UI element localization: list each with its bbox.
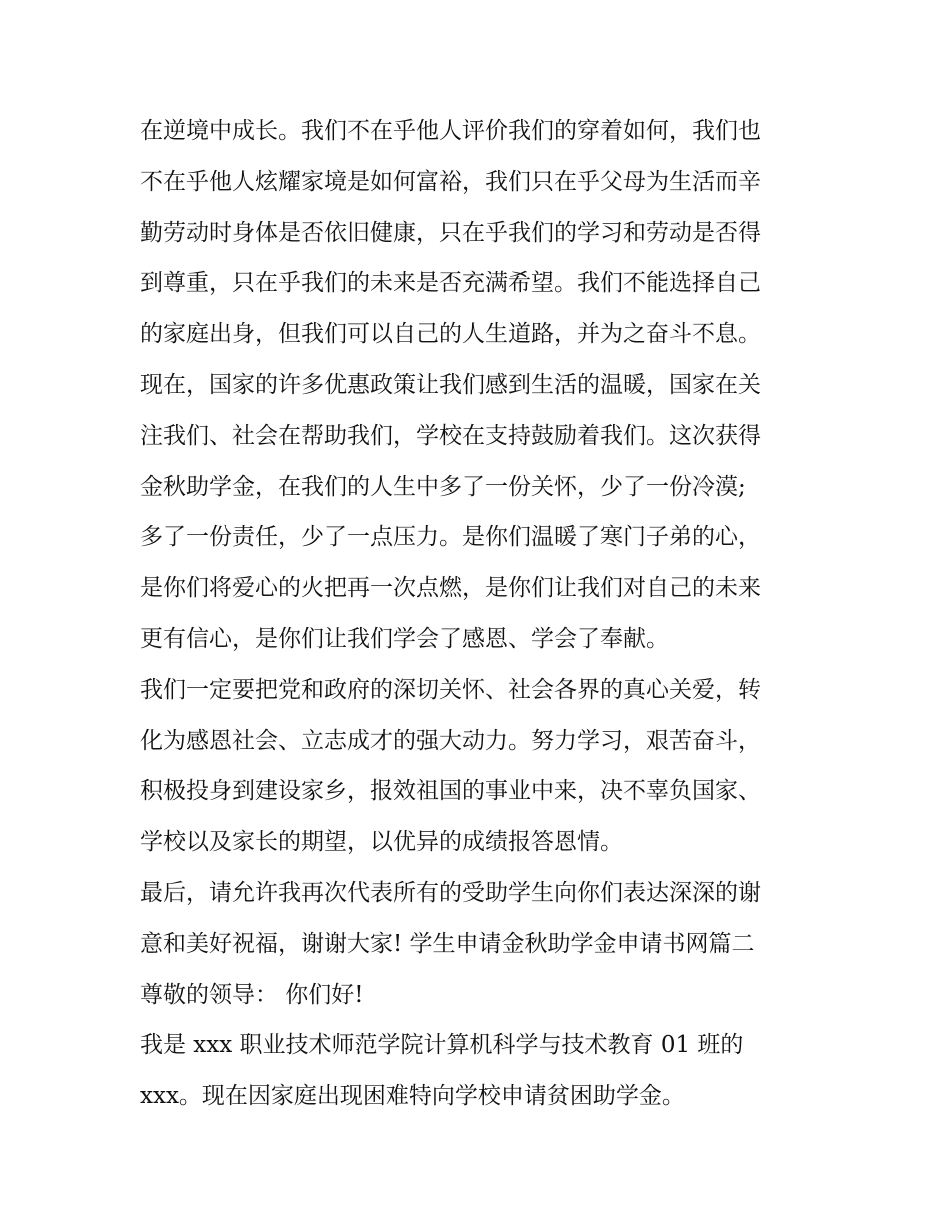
text-line: 多了一份责任，少了一点压力。是你们温暖了寒门子弟的心， [140, 524, 761, 551]
text-line: 我是 xxx 职业技术师范学院计算机科学与技术教育 01 班的 [140, 1032, 744, 1059]
text-line: 我们一定要把党和政府的深切关怀、社会各界的真心关爱，转 [140, 676, 761, 703]
text-line: 尊敬的领导： 你们好! [140, 981, 364, 1008]
text-line: 积极投身到建设家乡，报效祖国的事业中来，决不辜负国家、 [140, 778, 761, 805]
text-line: 勤劳动时身体是否依旧健康，只在乎我们的学习和劳动是否得 [140, 219, 761, 246]
text-line: 学校以及家长的期望，以优异的成绩报答恩情。 [140, 829, 623, 856]
text-line: 更有信心，是你们让我们学会了感恩、学会了奉献。 [140, 625, 669, 652]
text-line: 到尊重，只在乎我们的未来是否充满希望。我们不能选择自己 [140, 270, 761, 297]
text-line: 注我们、社会在帮助我们，学校在支持鼓励着我们。这次获得 [140, 422, 761, 449]
text-line: 的家庭出身，但我们可以自己的人生道路，并为之奋斗不息。 [140, 321, 761, 348]
text-line: 不在乎他人炫耀家境是如何富裕，我们只在乎父母为生活而辛 [140, 168, 761, 195]
text-line: 意和美好祝福，谢谢大家! 学生申请金秋助学金申请书网篇二 [140, 930, 755, 957]
document-body [140, 106, 820, 1122]
text-line: xxx。现在因家庭出现困难特向学校申请贫困助学金。 [140, 1083, 685, 1110]
text-line: 最后，请允许我再次代表所有的受助学生向你们表达深深的谢 [140, 879, 761, 906]
text-line: 在逆境中成长。我们不在乎他人评价我们的穿着如何，我们也 [140, 118, 761, 144]
text-line: 是你们将爱心的火把再一次点燃，是你们让我们对自己的未来 [140, 575, 761, 602]
text-line: 金秋助学金，在我们的人生中多了一份关怀，少了一份冷漠; [140, 473, 746, 500]
text-line: 现在，国家的许多优惠政策让我们感到生活的温暖，国家在关 [140, 371, 761, 398]
text-line: 化为感恩社会、立志成才的强大动力。努力学习，艰苦奋斗， [140, 727, 761, 754]
